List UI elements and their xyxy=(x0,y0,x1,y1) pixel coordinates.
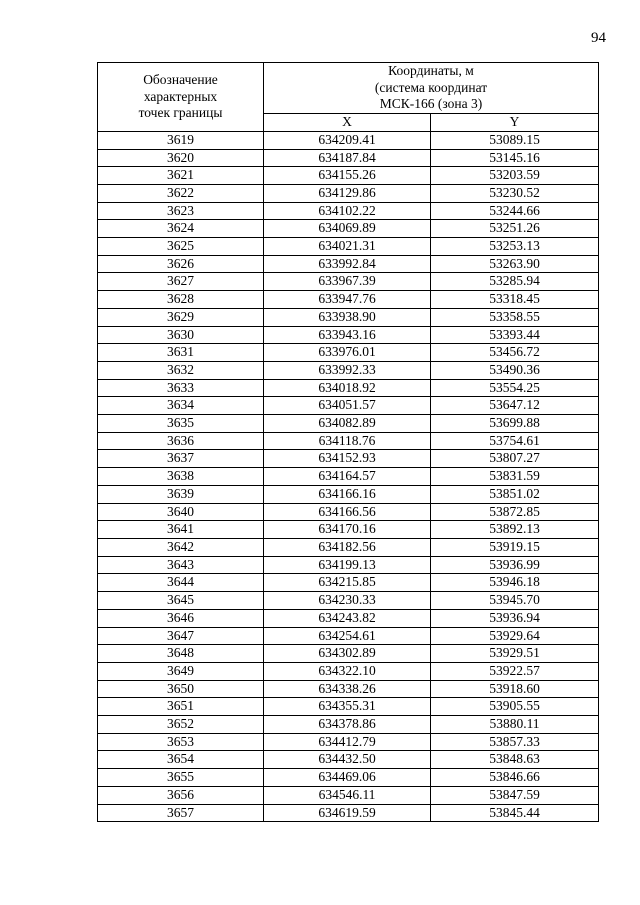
table-row xyxy=(98,415,599,433)
table-header xyxy=(98,63,599,132)
cell-point-id: 3657 xyxy=(98,804,264,822)
cell-y: 53754.61 xyxy=(431,432,599,450)
table-row xyxy=(98,468,599,486)
cell-point-id: 3623 xyxy=(98,202,264,220)
cell-x: 634102.22 xyxy=(264,202,431,220)
table-row xyxy=(98,716,599,734)
header-coordinates-line: (система координат xyxy=(374,79,488,95)
cell-point-id: 3649 xyxy=(98,662,264,680)
cell-x: 634546.11 xyxy=(264,786,431,804)
header-point-label-line: характерных xyxy=(143,88,218,104)
table-row xyxy=(98,503,599,521)
cell-y: 53929.64 xyxy=(431,627,599,645)
header-point-label-line: Обозначение xyxy=(143,71,218,87)
table-row xyxy=(98,521,599,539)
table-row xyxy=(98,804,599,822)
cell-x: 634243.82 xyxy=(264,609,431,627)
cell-y: 53244.66 xyxy=(431,202,599,220)
cell-y: 53880.11 xyxy=(431,716,599,734)
cell-y: 53905.55 xyxy=(431,698,599,716)
cell-y: 53203.59 xyxy=(431,167,599,185)
cell-y: 53945.70 xyxy=(431,592,599,610)
table-row xyxy=(98,786,599,804)
table-row xyxy=(98,255,599,273)
cell-y: 53230.52 xyxy=(431,184,599,202)
header-x: X xyxy=(264,114,431,132)
header-coordinates-line: Координаты, м xyxy=(388,63,474,78)
cell-point-id: 3655 xyxy=(98,769,264,787)
cell-x: 633967.39 xyxy=(264,273,431,291)
cell-x: 633938.90 xyxy=(264,308,431,326)
cell-point-id: 3620 xyxy=(98,149,264,167)
table-row xyxy=(98,167,599,185)
table-row xyxy=(98,450,599,468)
cell-x: 633976.01 xyxy=(264,344,431,362)
table-row xyxy=(98,538,599,556)
cell-x: 634166.16 xyxy=(264,485,431,503)
cell-point-id: 3636 xyxy=(98,432,264,450)
table-row xyxy=(98,733,599,751)
table-row xyxy=(98,769,599,787)
cell-x: 634069.89 xyxy=(264,220,431,238)
cell-y: 53919.15 xyxy=(431,538,599,556)
header-point-label-line: точек границы xyxy=(138,105,223,121)
cell-point-id: 3645 xyxy=(98,592,264,610)
cell-point-id: 3628 xyxy=(98,291,264,309)
table-row xyxy=(98,291,599,309)
cell-y: 53848.63 xyxy=(431,751,599,769)
cell-x: 634355.31 xyxy=(264,698,431,716)
cell-y: 53145.16 xyxy=(431,149,599,167)
cell-point-id: 3634 xyxy=(98,397,264,415)
table-row xyxy=(98,149,599,167)
table-row xyxy=(98,361,599,379)
cell-x: 634155.26 xyxy=(264,167,431,185)
cell-x: 634152.93 xyxy=(264,450,431,468)
table-row xyxy=(98,308,599,326)
cell-point-id: 3621 xyxy=(98,167,264,185)
cell-point-id: 3653 xyxy=(98,733,264,751)
cell-x: 633992.84 xyxy=(264,255,431,273)
header-y: Y xyxy=(431,114,599,132)
table-row xyxy=(98,397,599,415)
cell-x: 634619.59 xyxy=(264,804,431,822)
cell-y: 53872.85 xyxy=(431,503,599,521)
cell-x: 633947.76 xyxy=(264,291,431,309)
cell-point-id: 3633 xyxy=(98,379,264,397)
cell-point-id: 3638 xyxy=(98,468,264,486)
cell-point-id: 3644 xyxy=(98,574,264,592)
table-row xyxy=(98,592,599,610)
cell-y: 53263.90 xyxy=(431,255,599,273)
cell-x: 634230.33 xyxy=(264,592,431,610)
table-row xyxy=(98,751,599,769)
coordinates-table xyxy=(97,62,599,822)
table-row xyxy=(98,184,599,202)
cell-point-id: 3639 xyxy=(98,485,264,503)
table-row xyxy=(98,432,599,450)
cell-x: 633943.16 xyxy=(264,326,431,344)
cell-x: 633992.33 xyxy=(264,361,431,379)
cell-x: 634170.16 xyxy=(264,521,431,539)
cell-x: 634129.86 xyxy=(264,184,431,202)
cell-y: 53285.94 xyxy=(431,273,599,291)
cell-y: 53929.51 xyxy=(431,645,599,663)
cell-point-id: 3624 xyxy=(98,220,264,238)
cell-point-id: 3622 xyxy=(98,184,264,202)
cell-x: 634199.13 xyxy=(264,556,431,574)
cell-y: 53490.36 xyxy=(431,361,599,379)
cell-y: 53318.45 xyxy=(431,291,599,309)
cell-point-id: 3631 xyxy=(98,344,264,362)
cell-point-id: 3635 xyxy=(98,415,264,433)
cell-x: 634322.10 xyxy=(264,662,431,680)
cell-point-id: 3643 xyxy=(98,556,264,574)
cell-x: 634187.84 xyxy=(264,149,431,167)
cell-point-id: 3626 xyxy=(98,255,264,273)
table-row xyxy=(98,379,599,397)
cell-y: 53892.13 xyxy=(431,521,599,539)
cell-x: 634082.89 xyxy=(264,415,431,433)
cell-point-id: 3629 xyxy=(98,308,264,326)
cell-x: 634378.86 xyxy=(264,716,431,734)
cell-y: 53922.57 xyxy=(431,662,599,680)
cell-point-id: 3656 xyxy=(98,786,264,804)
cell-x: 634051.57 xyxy=(264,397,431,415)
table-row xyxy=(98,680,599,698)
cell-y: 53845.44 xyxy=(431,804,599,822)
cell-y: 53089.15 xyxy=(431,131,599,149)
table-row xyxy=(98,326,599,344)
cell-y: 53554.25 xyxy=(431,379,599,397)
header-coordinates xyxy=(264,63,599,114)
cell-x: 634166.56 xyxy=(264,503,431,521)
cell-y: 53358.55 xyxy=(431,308,599,326)
cell-point-id: 3632 xyxy=(98,361,264,379)
cell-y: 53918.60 xyxy=(431,680,599,698)
table-row xyxy=(98,645,599,663)
cell-x: 634338.26 xyxy=(264,680,431,698)
cell-point-id: 3648 xyxy=(98,645,264,663)
cell-x: 634432.50 xyxy=(264,751,431,769)
cell-x: 634215.85 xyxy=(264,574,431,592)
cell-point-id: 3642 xyxy=(98,538,264,556)
cell-y: 53857.33 xyxy=(431,733,599,751)
table-row xyxy=(98,238,599,256)
cell-point-id: 3627 xyxy=(98,273,264,291)
cell-x: 634021.31 xyxy=(264,238,431,256)
cell-x: 634118.76 xyxy=(264,432,431,450)
header-point-label xyxy=(98,63,264,132)
cell-x: 634209.41 xyxy=(264,131,431,149)
cell-y: 53936.94 xyxy=(431,609,599,627)
table-row xyxy=(98,131,599,149)
cell-point-id: 3651 xyxy=(98,698,264,716)
cell-point-id: 3650 xyxy=(98,680,264,698)
cell-point-id: 3654 xyxy=(98,751,264,769)
table-row xyxy=(98,556,599,574)
cell-y: 53946.18 xyxy=(431,574,599,592)
cell-point-id: 3637 xyxy=(98,450,264,468)
table-row xyxy=(98,662,599,680)
cell-point-id: 3647 xyxy=(98,627,264,645)
page-number: 94 xyxy=(591,30,606,46)
table-body xyxy=(98,131,599,821)
cell-y: 53699.88 xyxy=(431,415,599,433)
cell-x: 634469.06 xyxy=(264,769,431,787)
table-row xyxy=(98,220,599,238)
table-row xyxy=(98,574,599,592)
header-coordinates-line: МСК-166 (зона 3) xyxy=(379,96,483,112)
table-row xyxy=(98,202,599,220)
cell-y: 53251.26 xyxy=(431,220,599,238)
cell-point-id: 3641 xyxy=(98,521,264,539)
table-row xyxy=(98,344,599,362)
cell-point-id: 3625 xyxy=(98,238,264,256)
cell-y: 53807.27 xyxy=(431,450,599,468)
cell-y: 53847.59 xyxy=(431,786,599,804)
cell-point-id: 3619 xyxy=(98,131,264,149)
cell-point-id: 3652 xyxy=(98,716,264,734)
cell-y: 53851.02 xyxy=(431,485,599,503)
cell-x: 634182.56 xyxy=(264,538,431,556)
cell-x: 634254.61 xyxy=(264,627,431,645)
table-row xyxy=(98,698,599,716)
cell-y: 53393.44 xyxy=(431,326,599,344)
table-row xyxy=(98,627,599,645)
table-row xyxy=(98,273,599,291)
cell-x: 634412.79 xyxy=(264,733,431,751)
cell-y: 53831.59 xyxy=(431,468,599,486)
cell-y: 53936.99 xyxy=(431,556,599,574)
cell-y: 53846.66 xyxy=(431,769,599,787)
cell-point-id: 3646 xyxy=(98,609,264,627)
cell-point-id: 3630 xyxy=(98,326,264,344)
cell-y: 53456.72 xyxy=(431,344,599,362)
cell-x: 634018.92 xyxy=(264,379,431,397)
cell-y: 53647.12 xyxy=(431,397,599,415)
cell-y: 53253.13 xyxy=(431,238,599,256)
cell-x: 634164.57 xyxy=(264,468,431,486)
table-row xyxy=(98,485,599,503)
cell-point-id: 3640 xyxy=(98,503,264,521)
cell-x: 634302.89 xyxy=(264,645,431,663)
table-row xyxy=(98,609,599,627)
